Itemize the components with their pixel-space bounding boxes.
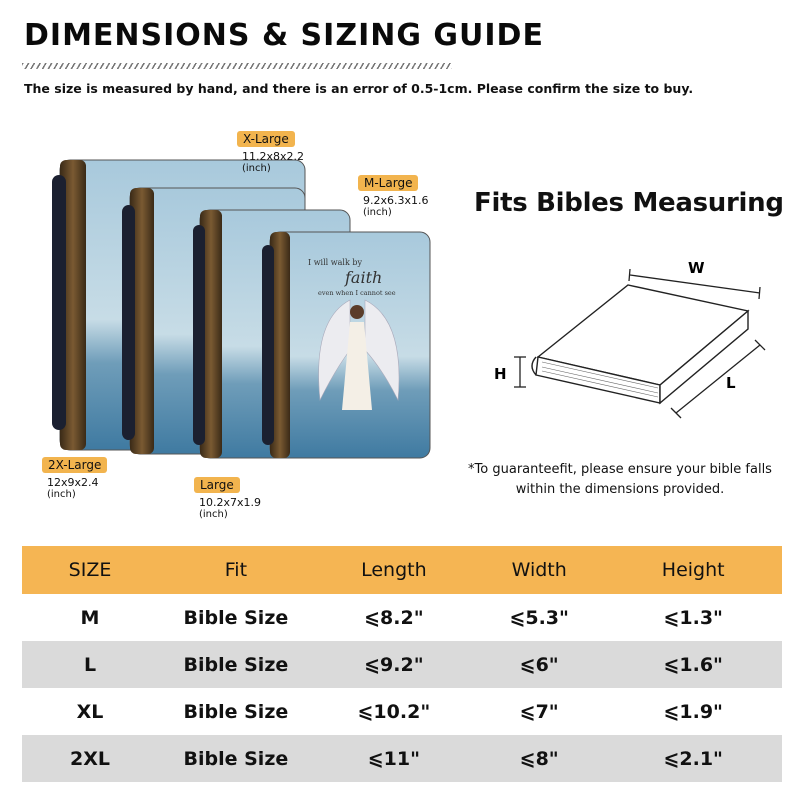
table-row (22, 688, 782, 735)
size-dims-2xlarge: 12x9x2.4 (47, 476, 99, 489)
size-badge-mlarge: M-Large (358, 175, 418, 191)
size-chart-table (22, 546, 782, 782)
cell-height: ⩽1.6" (604, 641, 782, 688)
cell-height: ⩽1.3" (663, 606, 723, 629)
column-header-size: SIZE (22, 546, 158, 594)
measurement-disclaimer: The size is measured by hand, and there is an error of 0.5-1cm. Please confirm the size to buy. (24, 81, 694, 96)
cell-width: ⩽7" (519, 700, 559, 723)
table-row (22, 641, 782, 688)
size-dims-mlarge: 9.2x6.3x1.6 (363, 194, 429, 207)
fits-bibles-title: Fits Bibles Measuring (474, 188, 784, 218)
size-label-large (194, 477, 261, 520)
cell-width: ⩽6" (474, 641, 604, 688)
cell-width: ⩽8" (474, 735, 604, 782)
cell-length: ⩽11" (314, 735, 474, 782)
cell-length: ⩽9.2" (314, 641, 474, 688)
cover-art-text-2: faith (345, 268, 383, 287)
cover-mlarge-front (262, 232, 430, 458)
cell-height: ⩽2.1" (604, 735, 782, 782)
height-label: H (494, 365, 507, 383)
size-label-mlarge (358, 175, 429, 218)
cell-fit: Bible Size (183, 606, 289, 629)
cell-height: ⩽1.9" (663, 700, 723, 723)
fit-note-line-2: within the dimensions provided. (515, 482, 725, 497)
size-dims-large: 10.2x7x1.9 (199, 496, 262, 509)
table-row (22, 594, 782, 641)
column-header-height: Height (604, 546, 782, 594)
width-label: W (688, 259, 705, 277)
size-unit-mlarge: (inch) (363, 207, 392, 218)
size-label-2xlarge (42, 457, 107, 500)
fit-note-line-1: *To guaranteefit, please ensure your bible falls (468, 462, 772, 477)
fit-guarantee-note (440, 460, 800, 500)
cell-fit: Bible Size (183, 700, 289, 723)
cell-length: ⩽10.2" (357, 700, 431, 723)
book-dimension-diagram (490, 245, 780, 430)
cell-size: XL (76, 700, 104, 723)
cell-fit: Bible Size (158, 641, 314, 688)
column-header-length: Length (314, 546, 474, 594)
cover-art-text-1: I will walk by (308, 258, 362, 267)
table-row (22, 735, 782, 782)
column-header-fit: Fit (158, 546, 314, 594)
size-badge-2xlarge: 2X-Large (42, 457, 107, 473)
cell-fit: Bible Size (158, 735, 314, 782)
cover-art-text-3: even when I cannot see (318, 289, 396, 297)
size-label-xlarge (237, 131, 304, 174)
title-underline-divider (22, 63, 452, 69)
length-label: L (726, 374, 736, 392)
column-header-width: Width (474, 546, 604, 594)
cell-width: ⩽5.3" (509, 606, 569, 629)
size-dims-xlarge: 11.2x8x2.2 (242, 150, 305, 163)
cell-size: 2XL (22, 735, 158, 782)
page-title: DIMENSIONS & SIZING GUIDE (24, 18, 544, 53)
cell-size: L (22, 641, 158, 688)
cell-size: M (80, 606, 100, 629)
size-badge-xlarge: X-Large (237, 131, 295, 147)
table-header-row (22, 546, 782, 594)
cell-length: ⩽8.2" (364, 606, 424, 629)
size-unit-2xlarge: (inch) (47, 489, 76, 500)
size-unit-xlarge: (inch) (242, 163, 271, 174)
size-unit-large: (inch) (199, 509, 228, 520)
size-badge-large: Large (194, 477, 240, 493)
